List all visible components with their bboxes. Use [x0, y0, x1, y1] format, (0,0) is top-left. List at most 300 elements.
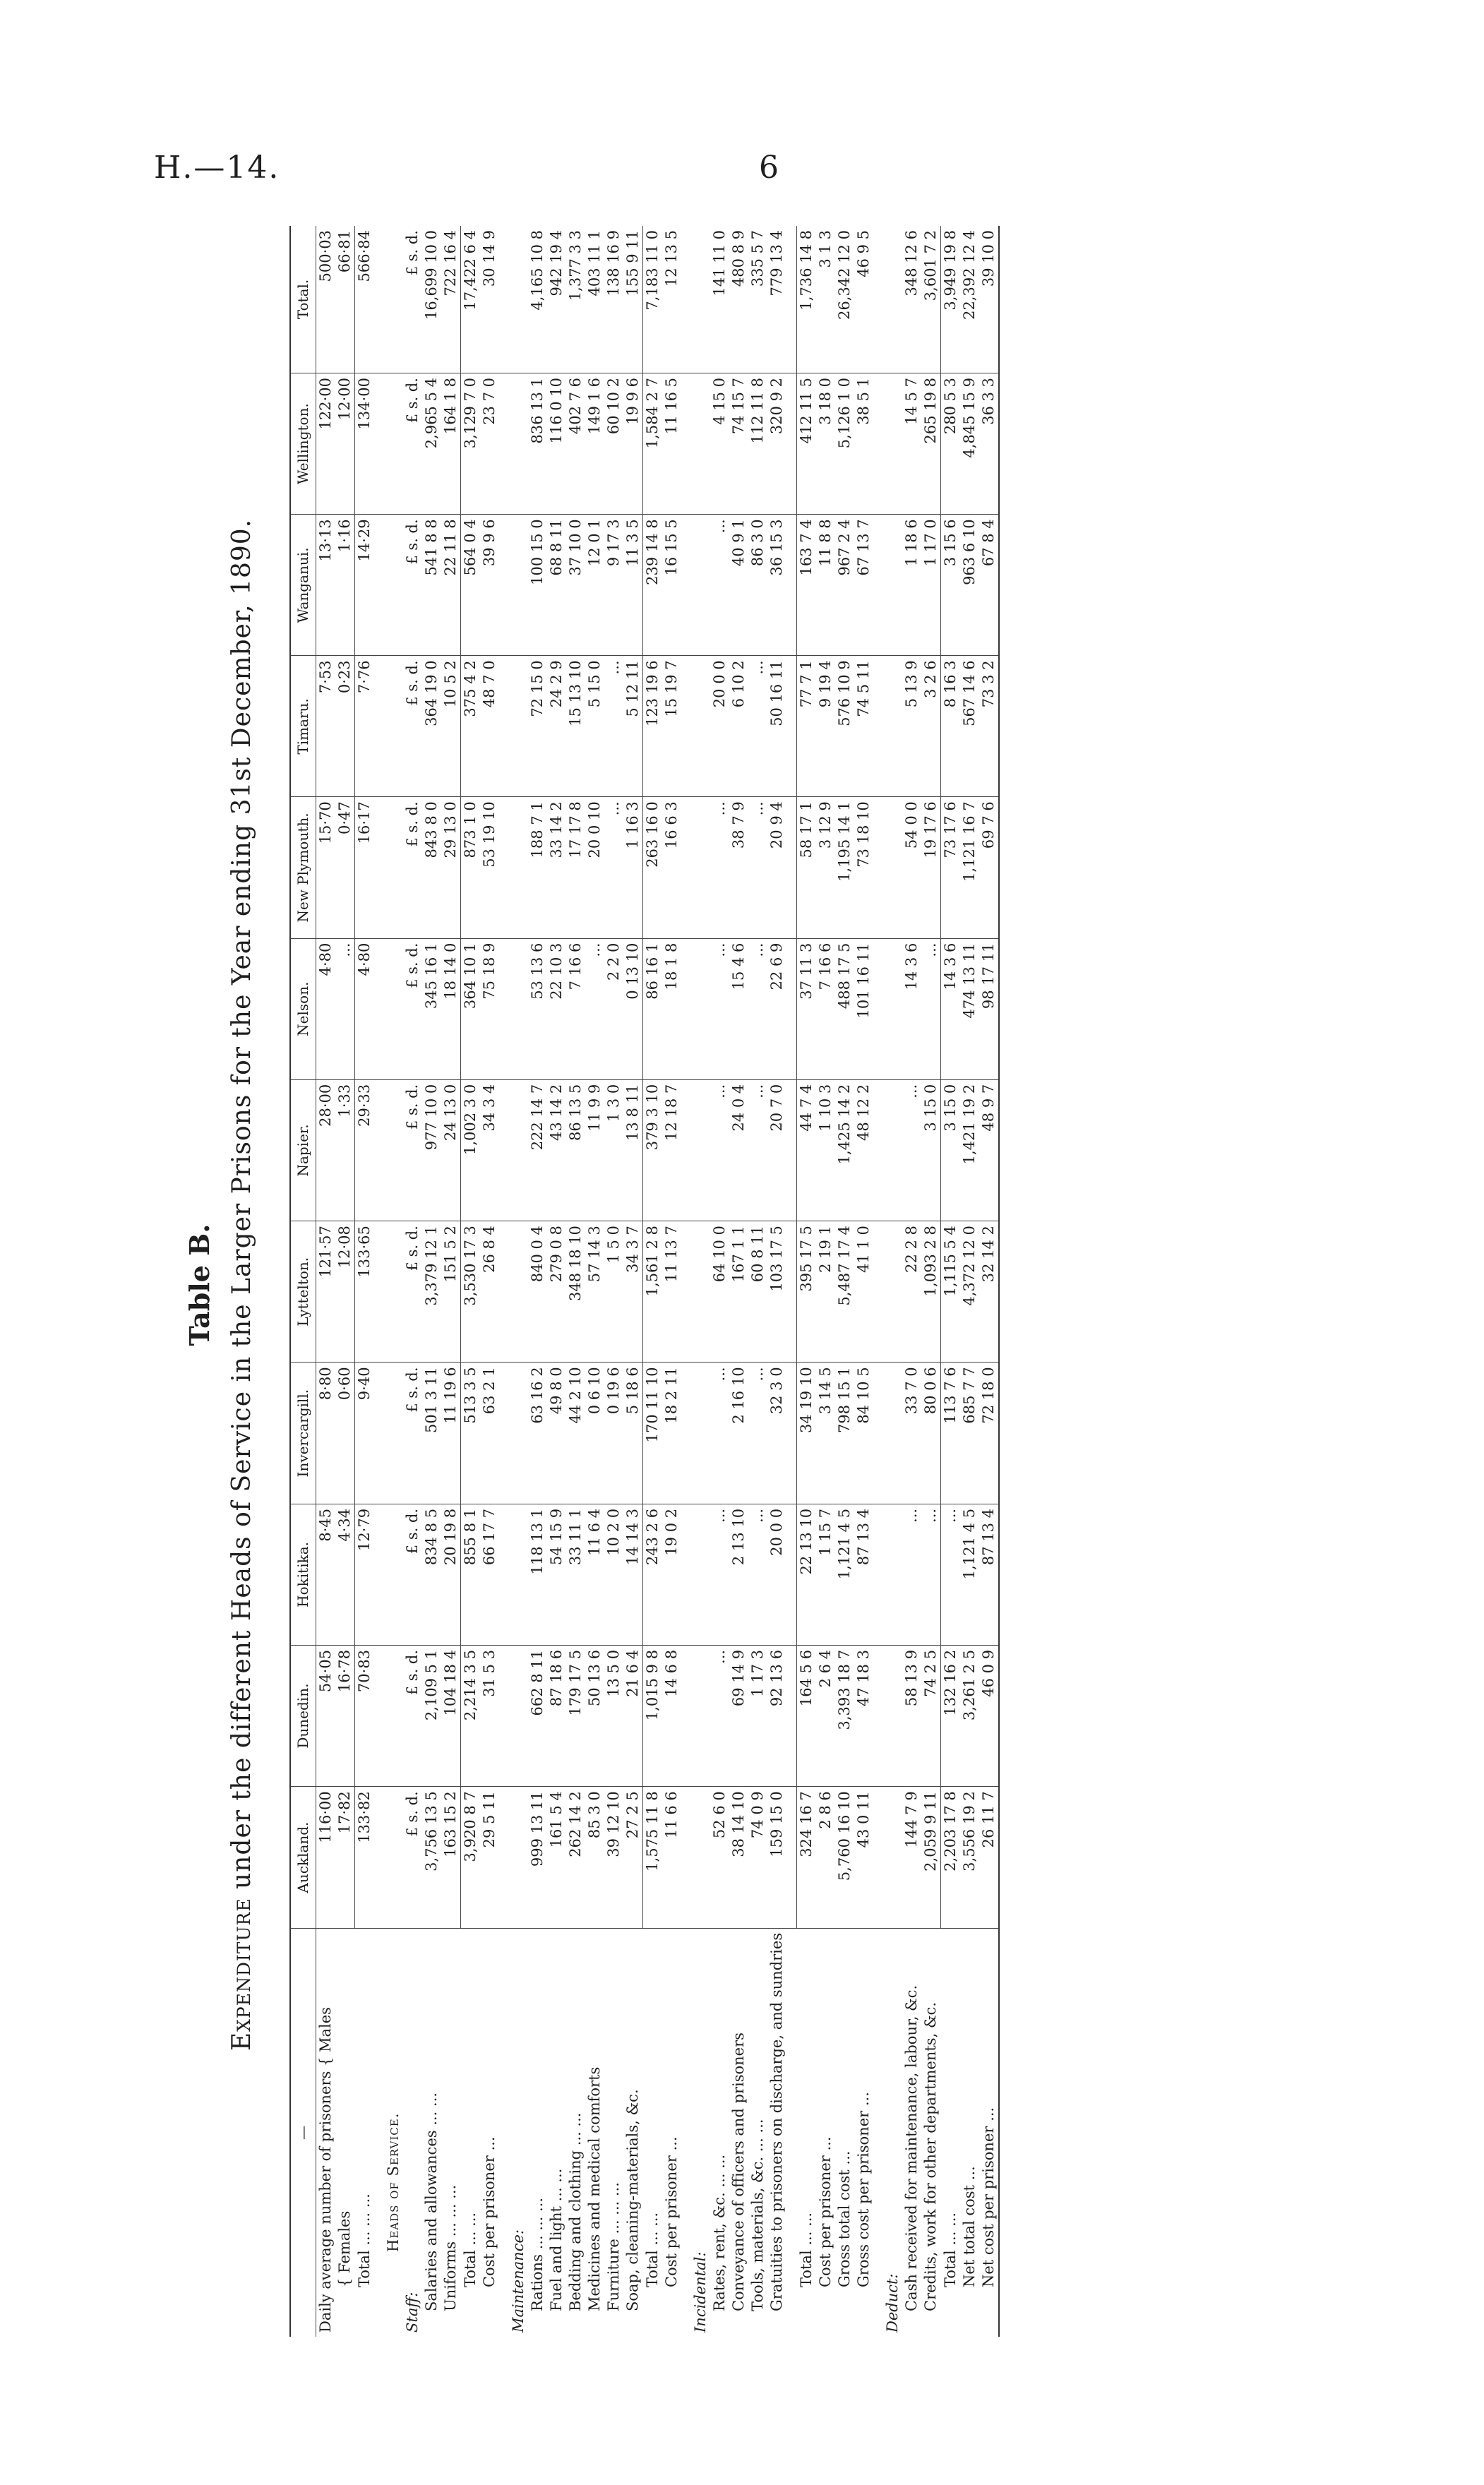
cell-new-plymouth: 873 1 0 [461, 797, 481, 938]
col-header-napier: Napier. [290, 1079, 316, 1221]
row-label: Total ... ... [941, 2212, 959, 2287]
row-label: Medicines and medical comforts [586, 2066, 603, 2311]
cell-auckland: 74 0 9 [748, 1787, 767, 1929]
cell-nelson: 98 17 11 [979, 938, 999, 1079]
cell-new-plymouth: 17 17 8 [566, 797, 585, 938]
table-title: Table B. [184, 1223, 215, 1346]
cell-hokitika: ... [902, 1504, 921, 1645]
cell-napier: 13 8 11 [623, 1079, 643, 1221]
cell-hokitika [384, 1504, 403, 1645]
cell-wanganui: 100 15 0 [528, 515, 547, 656]
cell-new-plymouth: 16 6 3 [662, 797, 681, 938]
cell-auckland: 159 15 0 [767, 1787, 786, 1929]
cell-dunedin: 132 16 2 [941, 1645, 961, 1786]
cell-dunedin: 13 5 0 [604, 1645, 623, 1786]
cell-dunedin: 3,261 2 5 [960, 1645, 979, 1786]
subtitle-lead: Expenditure [227, 1898, 256, 2052]
cell-wanganui: 541 8 8 [422, 515, 441, 656]
cell-wellington: 149 1 6 [585, 373, 604, 515]
cell-lyttelton: 3,379 12 1 [422, 1221, 441, 1363]
cell-timaru: 74 5 11 [854, 656, 873, 797]
cell-dunedin: 179 17 5 [566, 1645, 585, 1786]
cell-invercargill: 170 11 10 [643, 1363, 663, 1504]
cell-total: 30 14 9 [480, 226, 499, 373]
cell-nelson: 75 18 9 [480, 938, 499, 1079]
spacer-row [873, 226, 883, 2337]
cell-timaru: 72 15 0 [528, 656, 547, 797]
cell-wellington: 19 9 6 [623, 373, 643, 515]
cell-napier: ... [748, 1079, 767, 1221]
cell-wanganui: 1·16 [335, 515, 355, 656]
row-label: Rates, rent, &c. ... ... [711, 2154, 728, 2311]
cell-lyttelton: 41 1 0 [854, 1221, 873, 1363]
cell-nelson: 2 2 0 [604, 938, 623, 1079]
cell-auckland: 52 6 0 [710, 1787, 729, 1929]
cell-hokitika: 87 13 4 [854, 1504, 873, 1645]
cell-new-plymouth: 843 8 0 [422, 797, 441, 938]
cell-total: 141 11 0 [710, 226, 729, 373]
col-header-new-plymouth: New Plymouth. [290, 797, 316, 938]
cell-nelson: ... [921, 938, 941, 1079]
cell-auckland: 11 6 6 [662, 1787, 681, 1929]
cell-total: 66·81 [335, 226, 355, 373]
cell-napier: 34 3 4 [480, 1079, 499, 1221]
cell-lyttelton: 151 5 2 [441, 1221, 461, 1363]
col-header-lyttelton: Lyttelton. [290, 1221, 316, 1363]
cell-lyttelton: 133·65 [355, 1221, 375, 1363]
cell-napier: 1·33 [335, 1079, 355, 1221]
cell-total: 403 11 1 [585, 226, 604, 373]
cell-lyttelton [883, 1221, 902, 1363]
cell-new-plymouth: 20 9 4 [767, 797, 786, 938]
cell-wanganui [384, 515, 403, 656]
cell-napier: £ s. d. [403, 1079, 422, 1221]
cell-hokitika: £ s. d. [403, 1504, 422, 1645]
table-row [355, 226, 375, 2337]
table-row [662, 226, 681, 2337]
table-row [528, 226, 547, 2337]
cell-new-plymouth: 73 17 6 [941, 797, 961, 938]
cell-dunedin: £ s. d. [403, 1645, 422, 1786]
cell-wellington: 116 0 10 [547, 373, 566, 515]
cell-dunedin: 662 8 11 [528, 1645, 547, 1786]
cell-hokitika: 243 2 6 [643, 1504, 663, 1645]
page-reference: H.—14. [154, 150, 280, 186]
table-row [316, 226, 336, 2337]
row-label: Cost per prisoner ... [663, 2136, 680, 2287]
cell-napier: 1,425 14 2 [835, 1079, 854, 1221]
cell-timaru: 576 10 9 [835, 656, 854, 797]
spacer-row [374, 226, 384, 2337]
row-label: Maintenance: [510, 2229, 527, 2333]
cell-wanganui: 37 10 0 [566, 515, 585, 656]
cell-new-plymouth: 33 14 2 [547, 797, 566, 938]
cell-new-plymouth: 15·70 [316, 797, 336, 938]
row-label: Net cost per prisoner ... [979, 1928, 999, 2337]
cell-total: 348 12 6 [902, 226, 921, 373]
cell-nelson: 7 16 6 [816, 938, 835, 1079]
cell-hokitika: 1,121 4 5 [960, 1504, 979, 1645]
cell-wellington: 1,584 2 7 [643, 373, 663, 515]
cell-auckland: 43 0 11 [854, 1787, 873, 1929]
table-row [384, 226, 403, 2337]
row-label: Fuel and light ... ... [548, 2168, 565, 2311]
table-row [941, 226, 961, 2337]
cell-lyttelton: 26 8 4 [480, 1221, 499, 1363]
cell-nelson: 101 16 11 [854, 938, 873, 1079]
cell-napier: 29·33 [355, 1079, 375, 1221]
cell-new-plymouth: 29 13 0 [441, 797, 461, 938]
cell-napier: 379 3 10 [643, 1079, 663, 1221]
cell-wellington [384, 373, 403, 515]
cell-total [883, 226, 902, 373]
cell-lyttelton: 60 8 11 [748, 1221, 767, 1363]
cell-timaru: 15 19 7 [662, 656, 681, 797]
cell-timaru: 73 3 2 [979, 656, 999, 797]
cell-napier: 222 14 7 [528, 1079, 547, 1221]
cell-wanganui: 13·13 [316, 515, 336, 656]
row-label: Cash received for maintenance, labour, &c. [903, 1984, 920, 2311]
cell-auckland: 29 5 11 [480, 1787, 499, 1929]
row-label: Total ... ... [461, 2212, 479, 2287]
cell-total [691, 226, 710, 373]
cell-wellington [509, 373, 528, 515]
row-label: Tools, materials, &c. ... ... [749, 2119, 766, 2311]
cell-invercargill: 501 3 11 [422, 1363, 441, 1504]
cell-timaru: 10 5 2 [441, 656, 461, 797]
row-label: Cost per prisoner ... [481, 2136, 498, 2287]
table-row [710, 226, 729, 2337]
row-label: Total ... ... [643, 2212, 661, 2287]
cell-hokitika: 834 8 5 [422, 1504, 441, 1645]
cell-total: 138 16 9 [604, 226, 623, 373]
cell-timaru: 123 19 6 [643, 656, 663, 797]
cell-lyttelton: 5,487 17 4 [835, 1221, 854, 1363]
cell-timaru [691, 656, 710, 797]
cell-nelson: 22 10 3 [547, 938, 566, 1079]
cell-nelson: 0 13 10 [623, 938, 643, 1079]
cell-hokitika: 66 17 7 [480, 1504, 499, 1645]
cell-nelson: 37 11 3 [797, 938, 817, 1079]
cell-napier [883, 1079, 902, 1221]
cell-invercargill: 513 3 5 [461, 1363, 481, 1504]
cell-dunedin: 104 18 4 [441, 1645, 461, 1786]
cell-timaru: 8 16 3 [941, 656, 961, 797]
cell-nelson: 345 16 1 [422, 938, 441, 1079]
cell-auckland: 1,575 11 8 [643, 1787, 663, 1929]
row-label: Conveyance of officers and prisoners [730, 2032, 747, 2311]
cell-napier: 1 10 3 [816, 1079, 835, 1221]
cell-hokitika: 118 13 1 [528, 1504, 547, 1645]
cell-hokitika: 33 11 1 [566, 1504, 585, 1645]
cell-new-plymouth: ... [710, 797, 729, 938]
expenditure-table [289, 226, 1000, 2337]
cell-wellington: 3 18 0 [816, 373, 835, 515]
cell-napier: 1,002 3 0 [461, 1079, 481, 1221]
cell-wanganui: 40 9 1 [729, 515, 748, 656]
cell-wanganui: 163 7 4 [797, 515, 817, 656]
cell-invercargill: 80 0 6 [921, 1363, 941, 1504]
cell-dunedin: 92 13 6 [767, 1645, 786, 1786]
cell-invercargill: £ s. d. [403, 1363, 422, 1504]
cell-dunedin [883, 1645, 902, 1786]
cell-invercargill: ... [710, 1363, 729, 1504]
cell-auckland [509, 1787, 528, 1929]
cell-auckland: 163 15 2 [441, 1787, 461, 1929]
cell-timaru: 5 12 11 [623, 656, 643, 797]
cell-total: 500·03 [316, 226, 336, 373]
row-label: Rations ... ... ... [529, 2197, 546, 2311]
cell-wellington: 2,965 5 4 [422, 373, 441, 515]
cell-timaru: 77 7 1 [797, 656, 817, 797]
cell-auckland: 17·82 [335, 1787, 355, 1929]
cell-nelson: 14 3 6 [941, 938, 961, 1079]
row-label: Gratuities to prisoners on discharge, and sundries [768, 1932, 785, 2311]
cell-total: 22,392 12 4 [960, 226, 979, 373]
col-header-wellington: Wellington. [290, 373, 316, 515]
col-header-dunedin: Dunedin. [290, 1645, 316, 1786]
cell-wanganui: 1 18 6 [902, 515, 921, 656]
cell-auckland: 39 12 10 [604, 1787, 623, 1929]
cell-wellington: 23 7 0 [480, 373, 499, 515]
cell-timaru [384, 656, 403, 797]
col-header-total: Total. [290, 226, 316, 373]
cell-wanganui: 963 6 10 [960, 515, 979, 656]
cell-hokitika: 22 13 10 [797, 1504, 817, 1645]
cell-nelson: ... [748, 938, 767, 1079]
cell-lyttelton: 12·08 [335, 1221, 355, 1363]
cell-invercargill [509, 1363, 528, 1504]
cell-dunedin: 54·05 [316, 1645, 336, 1786]
cell-total: 3 1 3 [816, 226, 835, 373]
table-subtitle [227, 212, 256, 2358]
cell-timaru: 5 15 0 [585, 656, 604, 797]
cell-invercargill: 84 10 5 [854, 1363, 873, 1504]
cell-wanganui: 22 11 8 [441, 515, 461, 656]
cell-total [384, 226, 403, 373]
cell-napier: 977 10 0 [422, 1079, 441, 1221]
cell-lyttelton [509, 1221, 528, 1363]
cell-dunedin: 47 18 3 [854, 1645, 873, 1786]
cell-invercargill: 685 7 7 [960, 1363, 979, 1504]
cell-hokitika: 10 2 0 [604, 1504, 623, 1645]
cell-nelson [691, 938, 710, 1079]
cell-invercargill: 0 6 10 [585, 1363, 604, 1504]
spacer-row [786, 226, 797, 2337]
cell-nelson: ... [585, 938, 604, 1079]
cell-nelson [384, 938, 403, 1079]
cell-dunedin: 2,214 3 5 [461, 1645, 481, 1786]
cell-auckland: 5,760 16 10 [835, 1787, 854, 1929]
cell-wanganui: 68 8 11 [547, 515, 566, 656]
table-row [643, 226, 663, 2337]
cell-auckland: 144 7 9 [902, 1787, 921, 1929]
cell-new-plymouth: 20 0 10 [585, 797, 604, 938]
cell-new-plymouth: 53 19 10 [480, 797, 499, 938]
cell-timaru [509, 656, 528, 797]
table-row [547, 226, 566, 2337]
cell-total: 335 5 7 [748, 226, 767, 373]
cell-nelson: ... [710, 938, 729, 1079]
cell-auckland: 2,203 17 8 [941, 1787, 961, 1929]
cell-hokitika: 8·45 [316, 1504, 336, 1645]
cell-hokitika: 2 13 10 [729, 1504, 748, 1645]
cell-new-plymouth: 73 18 10 [854, 797, 873, 938]
cell-dunedin: 16·78 [335, 1645, 355, 1786]
cell-invercargill: 11 19 6 [441, 1363, 461, 1504]
cell-lyttelton: 121·57 [316, 1221, 336, 1363]
spacer-row [681, 226, 691, 2337]
cell-invercargill: 44 2 10 [566, 1363, 585, 1504]
cell-new-plymouth: ... [748, 797, 767, 938]
cell-wanganui: 67 8 4 [979, 515, 999, 656]
table-row [335, 226, 355, 2337]
cell-new-plymouth: 16·17 [355, 797, 375, 938]
cell-dunedin: 46 0 9 [979, 1645, 999, 1786]
col-header-nelson: Nelson. [290, 938, 316, 1079]
cell-new-plymouth: 1 16 3 [623, 797, 643, 938]
cell-dunedin: 2 6 4 [816, 1645, 835, 1786]
cell-hokitika: ... [710, 1504, 729, 1645]
cell-total: 17,422 6 4 [461, 226, 481, 373]
cell-wellington: 280 5 3 [941, 373, 961, 515]
col-header-timaru: Timaru. [290, 656, 316, 797]
cell-napier: 1 3 0 [604, 1079, 623, 1221]
col-header-wanganui: Wanganui. [290, 515, 316, 656]
cell-wanganui: 239 14 8 [643, 515, 663, 656]
cell-lyttelton: 279 0 8 [547, 1221, 566, 1363]
row-label: Heads of Service. [385, 2112, 402, 2252]
table-row [403, 226, 422, 2337]
cell-dunedin: 14 6 8 [662, 1645, 681, 1786]
cell-wellington [691, 373, 710, 515]
row-label: Furniture ... ... ... [605, 2182, 622, 2311]
cell-lyttelton: 64 10 0 [710, 1221, 729, 1363]
cell-auckland: 262 14 2 [566, 1787, 585, 1929]
cell-dunedin [691, 1645, 710, 1786]
cell-nelson: £ s. d. [403, 938, 422, 1079]
table-row [979, 226, 999, 2337]
cell-nelson: 488 17 5 [835, 938, 854, 1079]
cell-wellington: 4,845 15 9 [960, 373, 979, 515]
cell-new-plymouth: 263 16 0 [643, 797, 663, 938]
subtitle-rest: under the different Heads of Service in the Larger Prisons for the Year ending 31st December, 1890. [227, 518, 256, 1889]
row-label: Staff: [404, 2292, 421, 2333]
cell-hokitika: 19 0 2 [662, 1504, 681, 1645]
page-number: 6 [759, 150, 779, 186]
cell-invercargill: 113 7 6 [941, 1363, 961, 1504]
table-row [816, 226, 835, 2337]
row-label: Gross total cost ... [836, 2150, 853, 2287]
cell-dunedin: 69 14 9 [729, 1645, 748, 1786]
cell-napier: 11 9 9 [585, 1079, 604, 1221]
cell-timaru: 7·53 [316, 656, 336, 797]
cell-dunedin: 74 2 5 [921, 1645, 941, 1786]
cell-wanganui: 39 9 6 [480, 515, 499, 656]
cell-auckland: 999 13 11 [528, 1787, 547, 1929]
cell-timaru [883, 656, 902, 797]
cell-wellington: 3,129 7 0 [461, 373, 481, 515]
cell-invercargill: 18 2 11 [662, 1363, 681, 1504]
cell-wellington: 402 7 6 [566, 373, 585, 515]
cell-nelson: 14 3 6 [902, 938, 921, 1079]
table-row [767, 226, 786, 2337]
cell-napier: ... [710, 1079, 729, 1221]
cell-new-plymouth: 3 12 9 [816, 797, 835, 938]
cell-napier: 24 13 0 [441, 1079, 461, 1221]
cell-invercargill: 34 19 10 [797, 1363, 817, 1504]
cell-wellington: 36 3 3 [979, 373, 999, 515]
cell-new-plymouth [509, 797, 528, 938]
cell-napier: 3 15 0 [921, 1079, 941, 1221]
cell-nelson: 22 6 9 [767, 938, 786, 1079]
cell-new-plymouth: ... [604, 797, 623, 938]
cell-total: 480 8 9 [729, 226, 748, 373]
cell-napier: 48 9 7 [979, 1079, 999, 1221]
cell-wellington: 412 11 5 [797, 373, 817, 515]
cell-nelson: 474 13 11 [960, 938, 979, 1079]
cell-hokitika: 855 8 1 [461, 1504, 481, 1645]
cell-wanganui [691, 515, 710, 656]
row-label: Credits, work for other departments, &c. [922, 2001, 939, 2311]
cell-auckland [384, 1787, 403, 1929]
table-row [960, 226, 979, 2337]
cell-hokitika: 1,121 4 5 [835, 1504, 854, 1645]
cell-napier: 24 0 4 [729, 1079, 748, 1221]
cell-wellington: 836 13 1 [528, 373, 547, 515]
cell-auckland: 38 14 10 [729, 1787, 748, 1929]
cell-new-plymouth: 0·47 [335, 797, 355, 938]
cell-auckland: 27 2 5 [623, 1787, 643, 1929]
col-header-auckland: Auckland. [290, 1787, 316, 1929]
cell-new-plymouth: 58 17 1 [797, 797, 817, 938]
rotated-table-block [184, 212, 1384, 2358]
cell-nelson [883, 938, 902, 1079]
cell-invercargill: 3 14 5 [816, 1363, 835, 1504]
cell-new-plymouth: 188 7 1 [528, 797, 547, 938]
cell-dunedin: ... [710, 1645, 729, 1786]
cell-napier: 3 15 0 [941, 1079, 961, 1221]
cell-timaru: 20 0 0 [710, 656, 729, 797]
cell-dunedin: 3,393 18 7 [835, 1645, 854, 1786]
cell-timaru: 0·23 [335, 656, 355, 797]
cell-invercargill: 63 2 1 [480, 1363, 499, 1504]
cell-lyttelton [384, 1221, 403, 1363]
table-row [604, 226, 623, 2337]
cell-dunedin: 1 17 3 [748, 1645, 767, 1786]
cell-nelson: 86 16 1 [643, 938, 663, 1079]
cell-total: 4,165 10 8 [528, 226, 547, 373]
cell-hokitika: ... [748, 1504, 767, 1645]
cell-invercargill: 49 8 0 [547, 1363, 566, 1504]
cell-timaru: 9 19 4 [816, 656, 835, 797]
cell-nelson: 7 16 6 [566, 938, 585, 1079]
cell-napier: 43 14 2 [547, 1079, 566, 1221]
cell-total: 155 9 11 [623, 226, 643, 373]
cell-hokitika: 4·34 [335, 1504, 355, 1645]
cell-hokitika [509, 1504, 528, 1645]
cell-lyttelton: £ s. d. [403, 1221, 422, 1363]
cell-wanganui: 16 15 5 [662, 515, 681, 656]
cell-wanganui: 14·29 [355, 515, 375, 656]
cell-invercargill: 5 18 6 [623, 1363, 643, 1504]
cell-timaru: ... [604, 656, 623, 797]
cell-invercargill [384, 1363, 403, 1504]
cell-lyttelton: 4,372 12 0 [960, 1221, 979, 1363]
cell-auckland: 3,756 13 5 [422, 1787, 441, 1929]
cell-nelson: 18 14 0 [441, 938, 461, 1079]
cell-wanganui: £ s. d. [403, 515, 422, 656]
